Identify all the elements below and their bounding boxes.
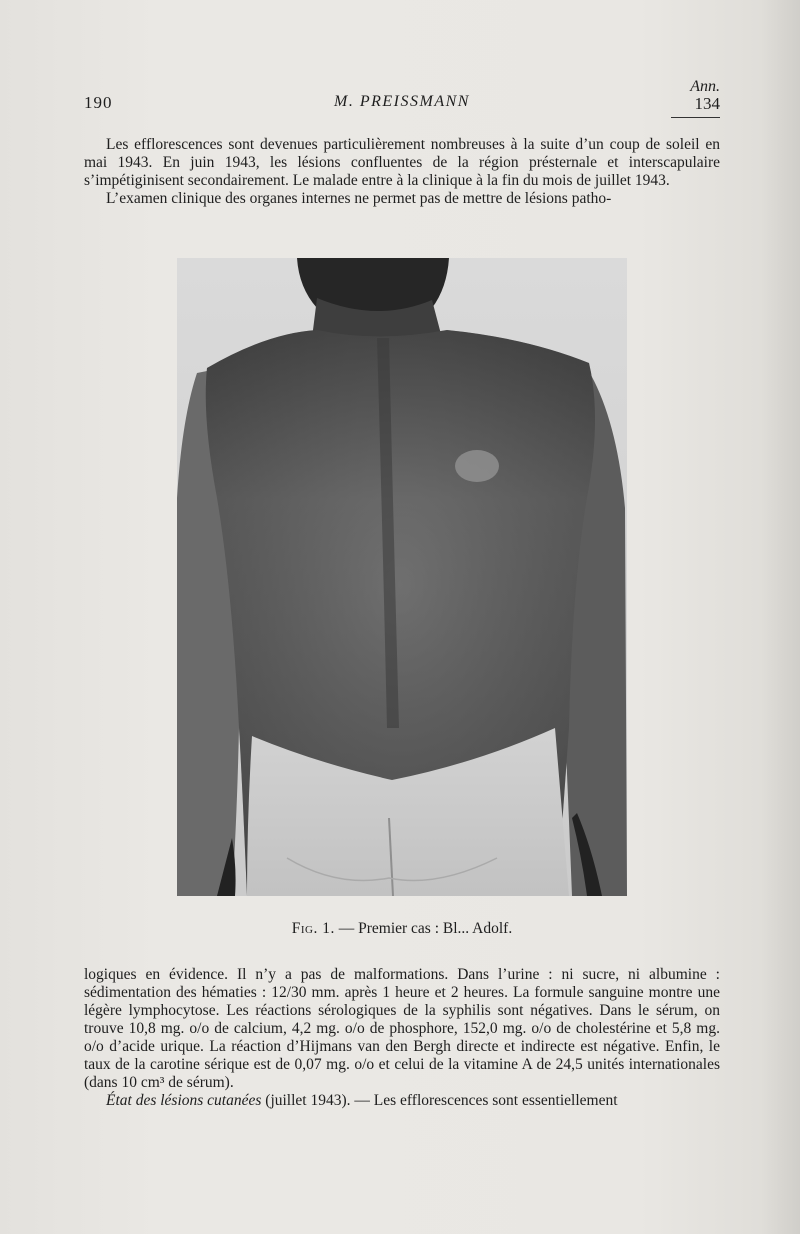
figure-photograph: [177, 258, 627, 896]
paragraph: logiques en évidence. Il n’y a pas de malformations. Dans l’urine : ni sucre, ni albumine : sédimentation des hématies : 12/30 mm. après 1 heure et 2 heures. La formule sanguine montre une légère lymphocytose. Les réactions sérologiques de la syphilis sont négatives. Dans le sérum, on trouve 10,8 mg. o/o de calcium, 4,2 mg. o/o de phosphore, 152,0 mg. o/o de cholestérine et 5,8 mg. o/o d’acide urique. La réaction d’Hijmans van den Bergh directe et indirecte est négative. Enfin, le taux de la carotine sérique est de 0,07 mg. o/o et celui de la vitamine A de 24,5 unités internationales (dans 10 cm³ de sérum).: [84, 966, 720, 1091]
figure-caption: [84, 920, 720, 938]
patient-back-photo: [177, 258, 627, 896]
page-number: 190: [84, 93, 113, 112]
figure-label: Fig. 1.: [291, 920, 335, 937]
section-text: (juillet 1943). — Les efflorescences sont essentiellement: [261, 1092, 618, 1109]
annotation-label: Ann.: [690, 78, 720, 95]
caption-text: — Premier cas : Bl... Adolf.: [334, 920, 513, 937]
paragraph: L’examen clinique des organes internes ne permet pas de mettre de lésions patho-: [106, 190, 612, 207]
section-heading: État des lésions cutanées: [106, 1092, 262, 1109]
top-text-block: [84, 136, 720, 208]
margin-annotation: [690, 78, 720, 112]
page-header: [84, 78, 720, 126]
paragraph: Les efflorescences sont devenues particulièrement nombreuses à la suite d’un coup de soleil en mai 1943. En juin 1943, les lésions confluentes de la région présternale et interscapulaire s’impétiginisent secondairement. Le malade entre à la clinique à la fin du mois de juillet 1943.: [84, 136, 720, 189]
annotation-number: 134: [694, 94, 720, 113]
header-rule: [671, 117, 720, 118]
running-title: M. PREISSMANN: [334, 93, 470, 110]
bottom-text-block: [84, 966, 720, 1110]
section-paragraph: [84, 1092, 720, 1110]
